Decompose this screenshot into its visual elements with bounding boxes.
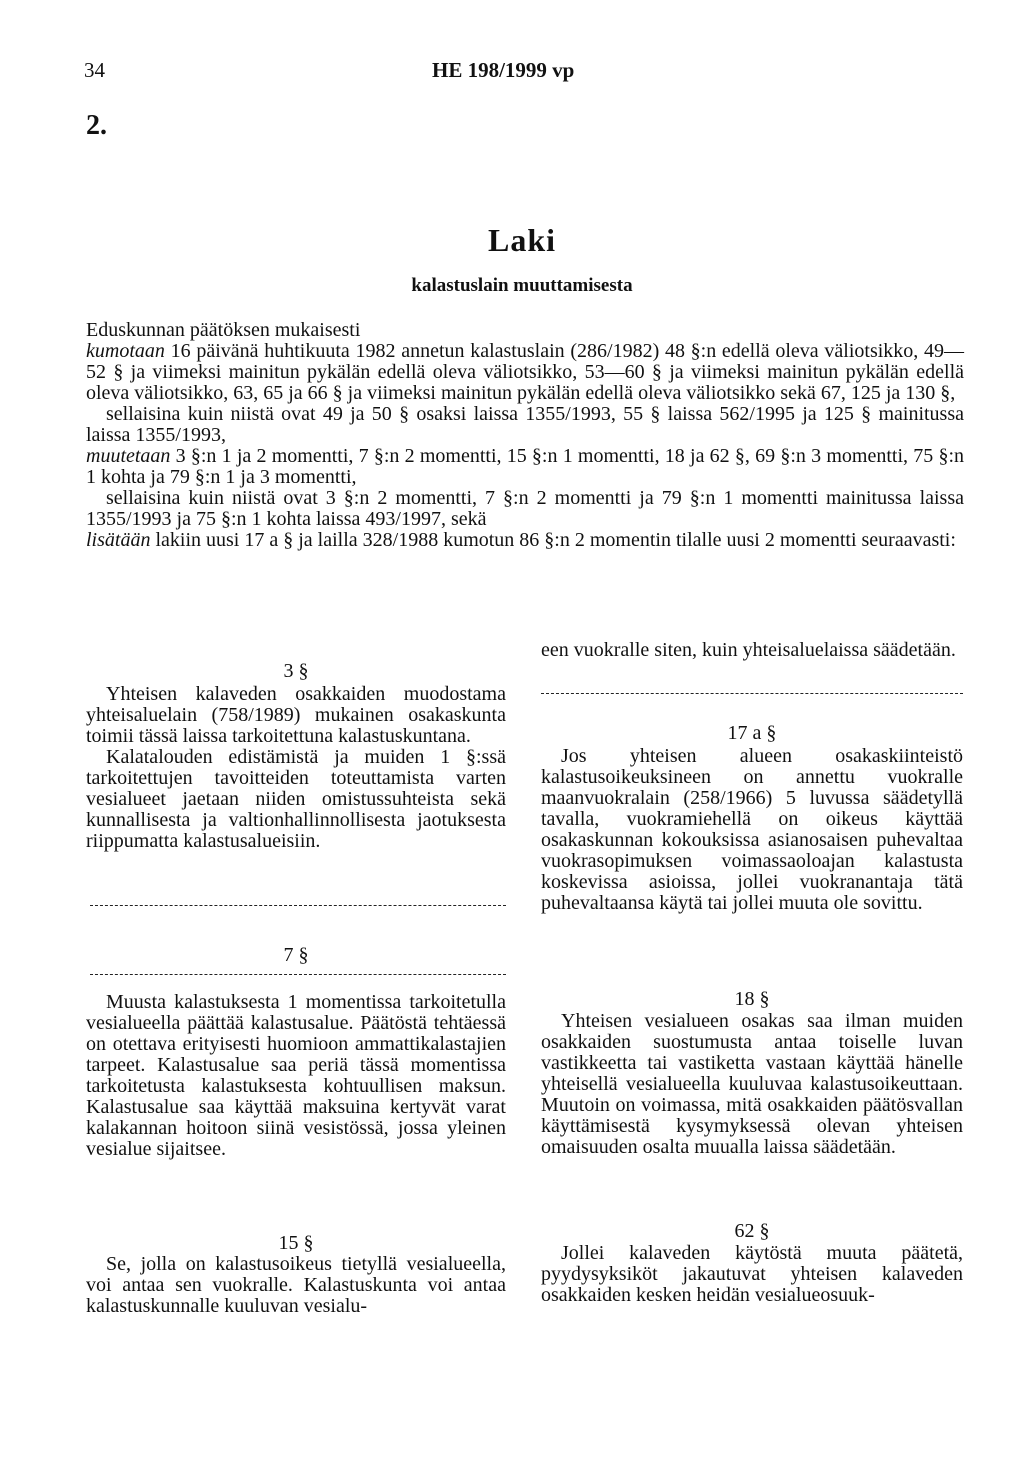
section-18-body <box>541 1011 963 1158</box>
section-3-heading: 3 § <box>283 660 309 682</box>
keyword-muutetaan: muutetaan <box>86 445 171 467</box>
keyword-lisataan: lisätään <box>86 529 151 551</box>
section-7-heading: 7 § <box>283 944 309 966</box>
section-62-heading: 62 § <box>734 1220 770 1242</box>
preamble-lisataan <box>86 530 964 551</box>
item-number: 2. <box>86 110 107 141</box>
omission-line <box>90 974 506 975</box>
omission-line <box>541 693 963 694</box>
muutetaan-text: 3 §:n 1 ja 2 momentti, 7 §:n 2 momentti, 15 §:n 1 momentti, 18 ja 62 §, 69 §:n 3 momentti, 75 §:n 1 kohta ja 79 §:n 1 ja 3 momentti, <box>86 445 964 488</box>
preamble-sellaisina-1: sellaisina kuin niistä ovat 49 ja 50 § osaksi laissa 1355/1993, 55 § laissa 562/1995 ja 125 § mainitussa laissa 1355/1993, <box>86 403 964 446</box>
section-17a-body <box>541 746 963 914</box>
section-3-body <box>86 684 506 852</box>
section-7-body <box>86 992 506 1160</box>
kumotaan-text: 16 päivänä huhtikuuta 1982 annetun kalastuslain (286/1982) 48 §:n edellä oleva väliotsikko, 49—52 § ja viimeksi mainitun pykälän edellä oleva väliotsikko, 53—60 § ja viimeksi mainitun pykälän edellä oleva väliotsikko, 63, 65 ja 66 § ja viimeksi mainitun pykälän edellä oleva väliotsikko sekä 67, 125 ja 130 §, <box>86 340 964 404</box>
section-15-paragraph-1: Se, jolla on kalastusoikeus tietyllä vesialueella, voi antaa sen vuokralle. Kalastuskunta voi antaa kalastuskunnalle kuuluvan vesialu- <box>86 1253 506 1317</box>
preamble-kumotaan <box>86 341 964 404</box>
keyword-kumotaan: kumotaan <box>86 340 165 362</box>
law-subtitle: kalastuslain muuttamisesta <box>411 275 633 296</box>
preamble-intro: Eduskunnan päätöksen mukaisesti <box>86 319 361 341</box>
section-3-paragraph-1: Yhteisen kalaveden osakkaiden muodostama yhteisaluelain (758/1989) mukainen osakaskunta toimii tässä laissa tarkoitettuna kalastuskuntana. <box>86 683 506 747</box>
section-62-paragraph-1: Jollei kalaveden käytöstä muuta päätetä, pyydysyksiköt jakautuvat yhteisen kalaveden osakkaiden kesken heidän vesialueosuuk- <box>541 1242 963 1306</box>
continuation-paragraph: een vuokralle siten, kuin yhteisaluelaissa säädetään. <box>541 639 956 661</box>
omission-line <box>90 905 506 906</box>
section-17a-paragraph-1: Jos yhteisen alueen osakaskiinteistö kalastusoikeuksineen on annettu vuokralle maanvuokralain (258/1966) 5 luvussa säädetyllä tavalla, vuokramiehellä on oikeus käyttää osakaskunnan kokouksissa asianosaisen puhevaltaa vuokrasopimuksen voimassaoloajan kalastusta koskevissa asioissa, jollei vuokranantaja tätä puhevaltaansa käytä tai jollei muuta ole sovittu. <box>541 745 963 914</box>
page-number: 34 <box>84 58 105 82</box>
preamble-muutetaan <box>86 446 964 488</box>
section-7-paragraph-1: Muusta kalastuksesta 1 momentissa tarkoitetulla vesialueella päättää kalastusalue. Päätöstä tehtäessä on otettava erityisesti huomioon ammattikalastajien tarpeet. Kalastusalue saa periä tässä momentissa tarkoitetusta kalastuksesta kohtuullisen maksun. Kalastusalue saa käyttää maksuina kertyvät varat kalakannan hoitoon siinä vesistössä, jossa yleinen vesialue sijaitsee. <box>86 991 506 1160</box>
section-15-body <box>86 1254 506 1317</box>
section-15-heading: 15 § <box>278 1232 314 1254</box>
continuation-text <box>541 640 963 661</box>
law-title: Laki <box>487 222 557 258</box>
section-3-paragraph-2: Kalatalouden edistämistä ja muiden 1 §:ssä tarkoitettujen tavoitteiden toteuttamista varten vesialueet jaetaan niiden omistussuhteista sekä kunnallisesta ja valtionhallinnollisesta jaotuksesta riippumatta kalastusalueisiin. <box>86 746 506 852</box>
section-18-paragraph-1: Yhteisen vesialueen osakas saa ilman muiden osakkaiden suostumusta antaa toiselle luvan vastikkeetta tai vastiketta vastaan käyttää hänelle yhteisellä vesialueella kuuluvaa kalastusoikeuttaan. Muutoin on voimassa, mitä osakkaiden päätösvallan käyttämisestä kysymyksessä olevan yhteisen omaisuuden osalta muualla laissa säädetään. <box>541 1010 963 1158</box>
lisataan-text: lakiin uusi 17 a § ja lailla 328/1988 kumotun 86 §:n 2 momentin tilalle uusi 2 momentti seuraavasti: <box>150 529 956 551</box>
document-reference: HE 198/1999 vp <box>432 58 575 82</box>
section-62-body <box>541 1243 963 1306</box>
preamble-sellaisina-2: sellaisina kuin niistä ovat 3 §:n 2 momentti, 7 §:n 2 momentti ja 79 §:n 1 momentti mainitussa laissa 1355/1993 ja 75 §:n 1 kohta laissa 493/1997, sekä <box>86 487 964 530</box>
preamble <box>86 320 964 551</box>
section-17a-heading: 17 a § <box>727 722 777 744</box>
section-18-heading: 18 § <box>734 988 770 1010</box>
